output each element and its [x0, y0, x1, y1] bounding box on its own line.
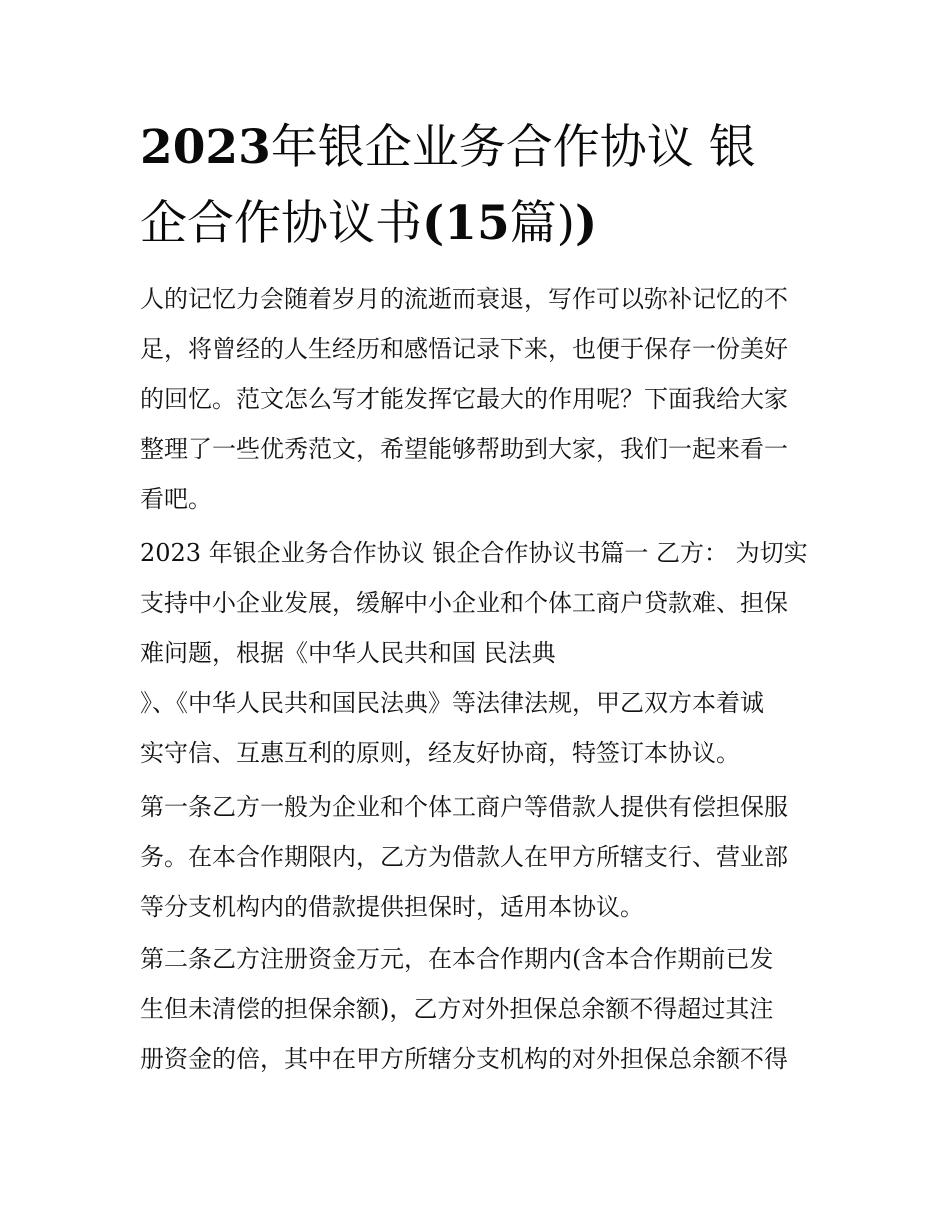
paragraph-line: 2023 年银企业务合作协议 银企合作协议书篇一 乙方： 为切实: [140, 539, 808, 567]
paragraph-line: 实守信、互惠互利的原则，经友好协商，特签订本协议。: [140, 739, 740, 767]
paragraph-line: 整理了一些优秀范文，希望能够帮助到大家，我们一起来看一: [140, 435, 788, 463]
paragraph-line: 第一条乙方一般为企业和个体工商户等借款人提供有偿担保服: [140, 793, 788, 821]
paragraph-line: 的回忆。范文怎么写才能发挥它最大的作用呢？下面我给大家: [140, 385, 788, 413]
title-count: (15: [422, 196, 510, 251]
paragraph-line: 生但未清偿的担保余额)，乙方对外担保总余额不得超过其注: [140, 995, 774, 1023]
document-title-line-2: 企合作协议书(15篇)): [140, 196, 598, 251]
paragraph-line: 务。在本合作期限内，乙方为借款人在甲方所辖支行、营业部: [140, 843, 788, 871]
paragraph-line: 》、《中华人民共和国民法典》等法律法规，甲乙双方本着诚: [140, 689, 764, 717]
title-text: 年银企业务合作协议 银: [270, 120, 756, 175]
paragraph-line: 足，将曾经的人生经历和感悟记录下来，也便于保存一份美好: [140, 335, 788, 363]
paragraph-line: 等分支机构内的借款提供担保时，适用本协议。: [140, 893, 644, 921]
title-year: 2023: [140, 120, 271, 175]
paragraph-line: 支持中小企业发展，缓解中小企业和个体工商户贷款难、担保: [140, 589, 788, 617]
paragraph-line: 人的记忆力会随着岁月的流逝而衰退，写作可以弥补记忆的不: [140, 285, 788, 313]
paragraph-line: 看吧。: [140, 485, 212, 513]
title-text: 企合作协议书: [140, 196, 422, 251]
paragraph-line: 第二条乙方注册资金万元，在本合作期内(含本合作期前已发: [140, 945, 774, 973]
document-title-line-1: [140, 120, 756, 176]
title-text: 篇): [509, 196, 575, 251]
paragraph-line: 难问题，根据《中华人民共和国 民法典: [140, 639, 556, 667]
paragraph-line: 册资金的倍，其中在甲方所辖分支机构的对外担保总余额不得: [140, 1045, 788, 1073]
